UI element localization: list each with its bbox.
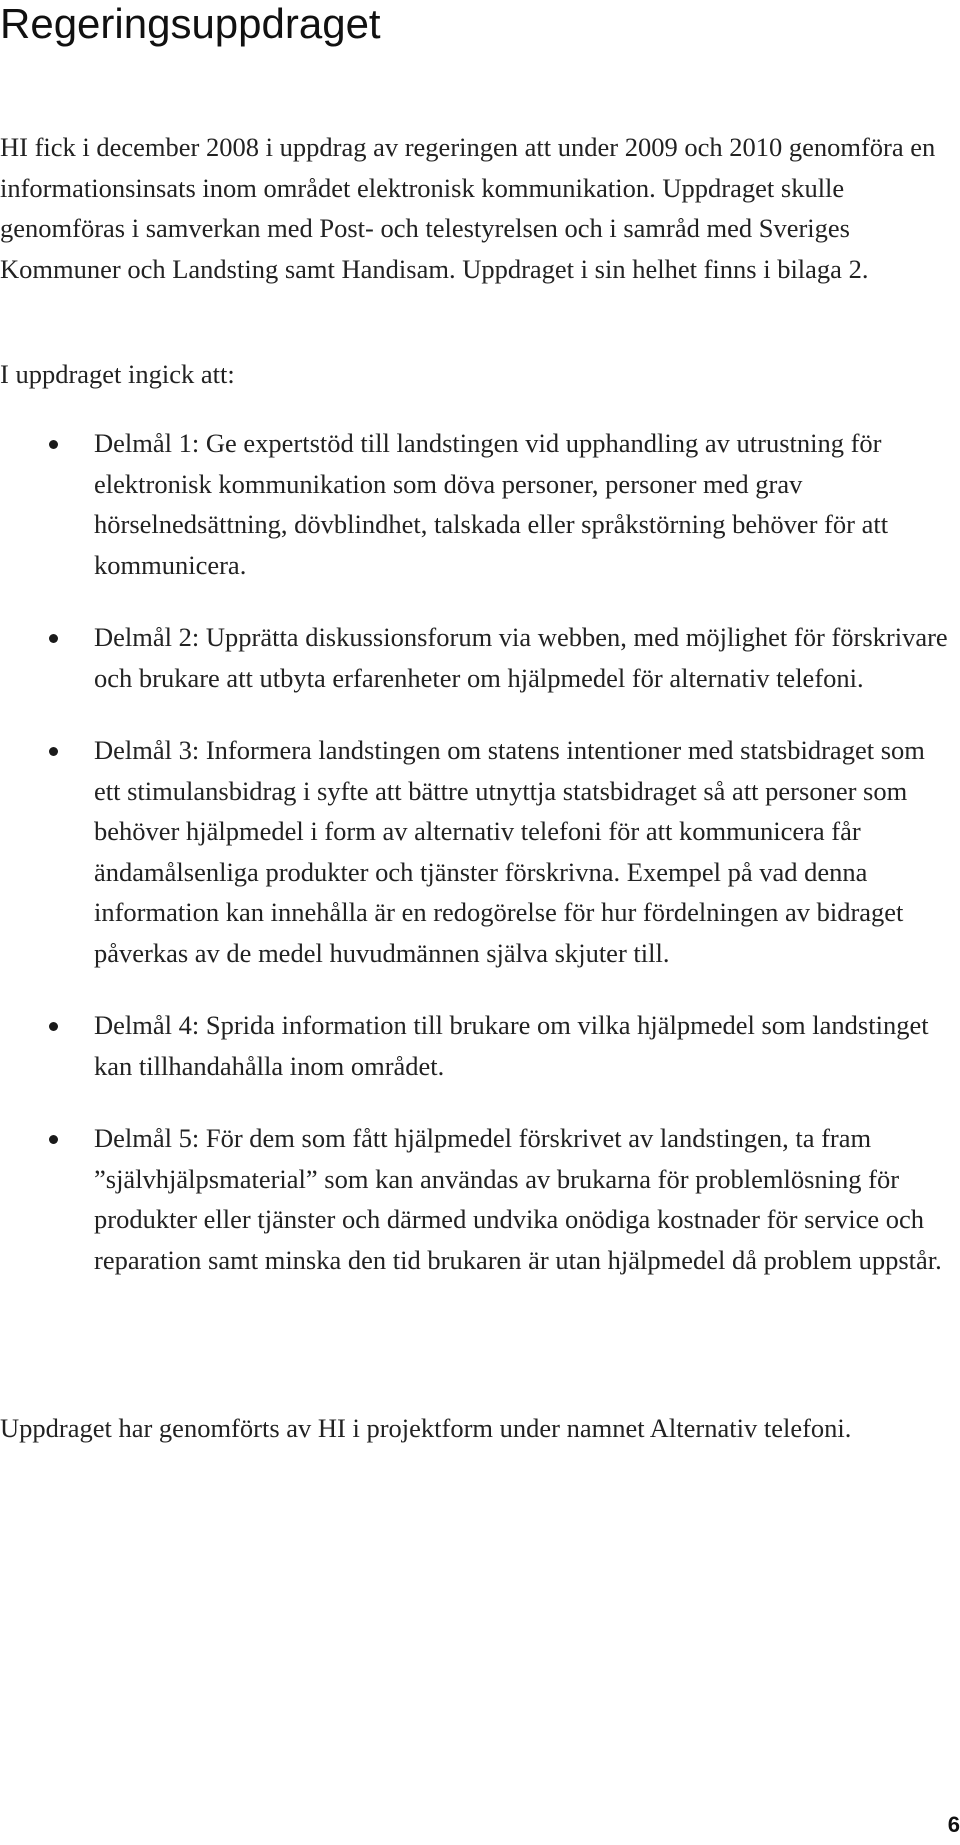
- list-item-text: Delmål 5: För dem som fått hjälpmedel förskrivet av landstingen, ta fram ”självhjälpsmaterial” som kan användas av brukarna för problemlösning för produkter eller tjänster och därmed undvika onödiga kostnader för service och reparation samt minska den tid brukaren är utan hjälpmedel då problem uppstår.: [94, 1123, 942, 1275]
- bullet-dot-icon: [49, 747, 58, 756]
- list-item: [0, 1118, 949, 1280]
- page-number: 6: [947, 1812, 960, 1837]
- list-item-text: Delmål 4: Sprida information till brukare om vilka hjälpmedel som landstinget kan tillhandahålla inom området.: [94, 1010, 929, 1081]
- bullet-dot-icon: [49, 1022, 58, 1031]
- list-lead-paragraph: I uppdraget ingick att:: [0, 359, 235, 389]
- list-item-text: Delmål 2: Upprätta diskussionsforum via webben, med möjlighet för förskrivare och brukare att utbyta erfarenheter om hjälpmedel för alternativ telefoni.: [94, 622, 948, 693]
- page-title: Regeringsuppdraget: [0, 0, 381, 47]
- list-item: [0, 1005, 949, 1086]
- bullet-dot-icon: [49, 1135, 58, 1144]
- bullet-dot-icon: [49, 634, 58, 643]
- goals-list: [0, 423, 955, 1312]
- list-item: [0, 617, 949, 698]
- closing-paragraph: Uppdraget har genomförts av HI i projektform under namnet Alternativ telefoni.: [0, 1413, 852, 1443]
- list-item-text: Delmål 1: Ge expertstöd till landstingen vid upphandling av utrustning för elektronisk kommunikation som döva personer, personer med grav hörselnedsättning, dövblindhet, talskada eller språkstörning behöver för att kommunicera.: [94, 428, 889, 580]
- intro-paragraph: HI fick i december 2008 i uppdrag av regeringen att under 2009 och 2010 genomföra en informationsinsats inom området elektronisk kommunikation. Uppdraget skulle genomföras i samverkan med Post- och telestyrelsen och i samråd med Sveriges Kommuner och Landsting samt Handisam. Uppdraget i sin helhet finns i bilaga 2.: [0, 132, 936, 284]
- list-item: [0, 730, 949, 973]
- list-item: [0, 423, 949, 585]
- bullet-dot-icon: [49, 440, 58, 449]
- list-item-text: Delmål 3: Informera landstingen om statens intentioner med statsbidraget som ett stimulansbidrag i syfte att bättre utnyttja statsbidraget så att personer som behöver hjälpmedel i form av alternativ telefoni för att kommunicera får ändamålsenliga produkter och tjänster förskrivna. Exempel på vad denna information kan innehålla är en redogörelse för hur fördelningen av bidraget påverkas av de medel huvudmännen själva skjuter till.: [94, 735, 925, 968]
